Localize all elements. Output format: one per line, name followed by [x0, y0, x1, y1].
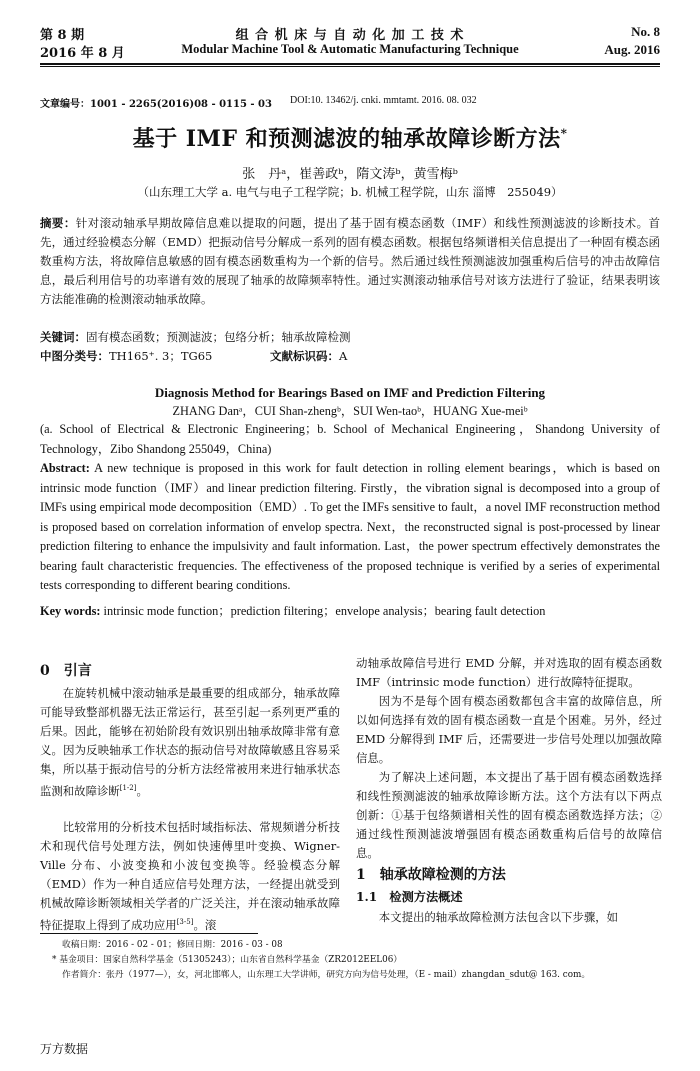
right-paragraph-3: 本文提出的轴承故障检测方法包含以下步骤，如 — [378, 910, 619, 924]
authors-cn: 张 丹ᵃ，崔善政ᵇ，隋文涛ᵇ，黄雪梅ᵇ — [242, 167, 458, 182]
journal-name-cn: 组 合 机 床 与 自 动 化 加 工 技 术 — [235, 28, 465, 43]
right-paragraph-1: 因为不是每个固有模态函数都包含丰富的故障信息，所以如何选择有效的固有模态函数一直是个困难。另外，经过 EMD 分解得到 IMF 后，还需要进一步信号处理以加强故障信息。 — [356, 694, 662, 766]
funding: * 基金项目：国家自然科学基金（51305243）；山东省自然科学基金（ZR2012EEL06） — [52, 955, 403, 965]
header-rule-thin — [40, 66, 660, 67]
affiliation-cn: （山东理工大学 a. 电气与电子工程学院；b. 机械工程学院，山东 淄博 255049） — [137, 185, 563, 199]
doi: DOI:10. 13462/j. cnki. mmtamt. 2016. 08. 032 — [290, 95, 477, 106]
section-1-1-heading: 1.1 检测方法概述 — [356, 890, 463, 904]
title-en: Diagnosis Method for Bearings Based on IMF and Prediction Filtering — [154, 385, 546, 400]
title-cn: 基于 IMF 和预测滤波的轴承故障诊断方法* — [132, 126, 568, 152]
received-date: 收稿日期：2016 - 02 - 01；修回日期：2016 - 03 - 08 — [62, 940, 283, 950]
issue-number-en: No. 8 — [631, 24, 660, 39]
right-paragraph-2: 为了解决上述问题，本文提出了基于固有模态函数选择和线性预测滤波的轴承故障诊断方法。这个方法有以下两点创新：①基于包络频谱相关性的固有模态函数选择方法；②通过线性预测滤波增强固有模态函数重构后信号的故障信息。 — [356, 770, 662, 861]
issue-number-cn: 第 8 期 — [40, 28, 85, 43]
watermark-text: 万方数据 — [40, 1042, 89, 1056]
header-rule — [40, 63, 660, 65]
section-1-heading: 1 轴承故障检测的方法 — [356, 867, 506, 883]
authors-en: ZHANG Danᵃ，CUI Shan-zhengᵇ，SUI Wen-taoᵇ，HUANG Xue-meiᵇ — [172, 404, 528, 418]
right-paragraph-0: 动轴承故障信号进行 EMD 分解，并对选取的固有模态函数 IMF（intrinsic mode function）进行故障特征提取。 — [356, 656, 662, 690]
intro-paragraph-2: 比较常用的分析技术包括时域指标法、常规频谱分析技术和现代信号处理方法，例如快速傅里叶变换、Wigner-Ville 分布、小波变换和小波包变换等。经验模态分解（EMD）作为一种自适应信号处理方法，一经提出就受到机械故障诊断领域相关学者的广泛关注，并在滚动轴承故障特征提取上得到了成功应用[3-5]。滚 — [40, 820, 340, 933]
intro-paragraph-1: 在旋转机械中滚动轴承是最重要的组成部分，轴承故障可能导致整部机器无法正常运行，甚至引起一系列更严重的后果。因此，能够在初始阶段有效识别出轴承故障非常有意义。因为反映轴承工作状态的振动信号对故障敏感且容易采集，所以基于振动信号的分析方法经常被用来进行轴承状态监测和故障诊断[1-2]。 — [40, 686, 340, 799]
abstract-cn: 摘要：针对滚动轴承早期故障信息难以提取的问题，提出了基于固有模态函数（IMF）和线性预测滤波的诊断技术。首先，通过经验模态分解（EMD）把振动信号分解成一系列的固有模态函数。根据包络频谱相关信息提出了一种固有模态函数重构方法，将故障信息敏感的固有模态函数重构为一个新的信号。然后通过线性预测滤波加强重构后信号的冲击故障信息，最后利用信号的功率谱有效的展现了轴承的故障频率特性。通过实测滚动轴承信号对该方法进行了验证，结果表明该方法能准确的检测滚动轴承故障。 — [40, 216, 661, 306]
affiliation-en: (a. School of Electrical & Electronic Engineering；b. School of Mechanical Engineering，Shandong University of Technology，Zibo Shandong 255049，China) — [40, 422, 660, 456]
keywords-cn: 关键词：固有模态函数；预测滤波；包络分析；轴承故障检测 — [40, 330, 351, 344]
section-0-heading: 0 引言 — [40, 663, 92, 679]
issue-date-en: Aug. 2016 — [604, 42, 660, 57]
footnote-rule — [40, 933, 258, 934]
article-number: 文章编号：1001 - 2265(2016)08 - 0115 - 03 — [40, 99, 272, 110]
abstract-en: Abstract: A new technique is proposed in this work for fault detection in rolling element bearings，which is based on intrinsic mode function（IMF）and linear prediction filtering. Firstly，the vibration signal is decomposed into a group of IMFs using empirical mode decomposition（EMD）. To get the IMFs sensitive to fault，a novel IMF reconstruction method is proposed based on correlation information of envelop spectra. Next，the reconstructed signal is post-processed by linear prediction filtering to enhance the impulsivity and fault information. Last，the power spectrum effectively demonstrates the bearing fault characteristic frequencies. The effectiveness of the proposed technique is verified by a series of experimental tests corresponding to different bearing conditions. — [40, 461, 660, 592]
classification: 中图分类号：TH165⁺. 3；TG65 — [40, 349, 213, 363]
author-bio: 作者简介：张丹（1977—），女，河北邯郸人，山东理工大学讲师，研究方向为信号处理，（E - mail）zhangdan_sdut@ 163. com。 — [62, 970, 591, 980]
issue-date-cn: 2016 年 8 月 — [40, 46, 125, 61]
keywords-en: Key words: intrinsic mode function；prediction filtering；envelope analysis；bearing fault detection — [40, 604, 546, 618]
journal-name-en: Modular Machine Tool & Automatic Manufacturing Technique — [181, 42, 519, 56]
document-code: 文献标识码：A — [270, 349, 348, 363]
